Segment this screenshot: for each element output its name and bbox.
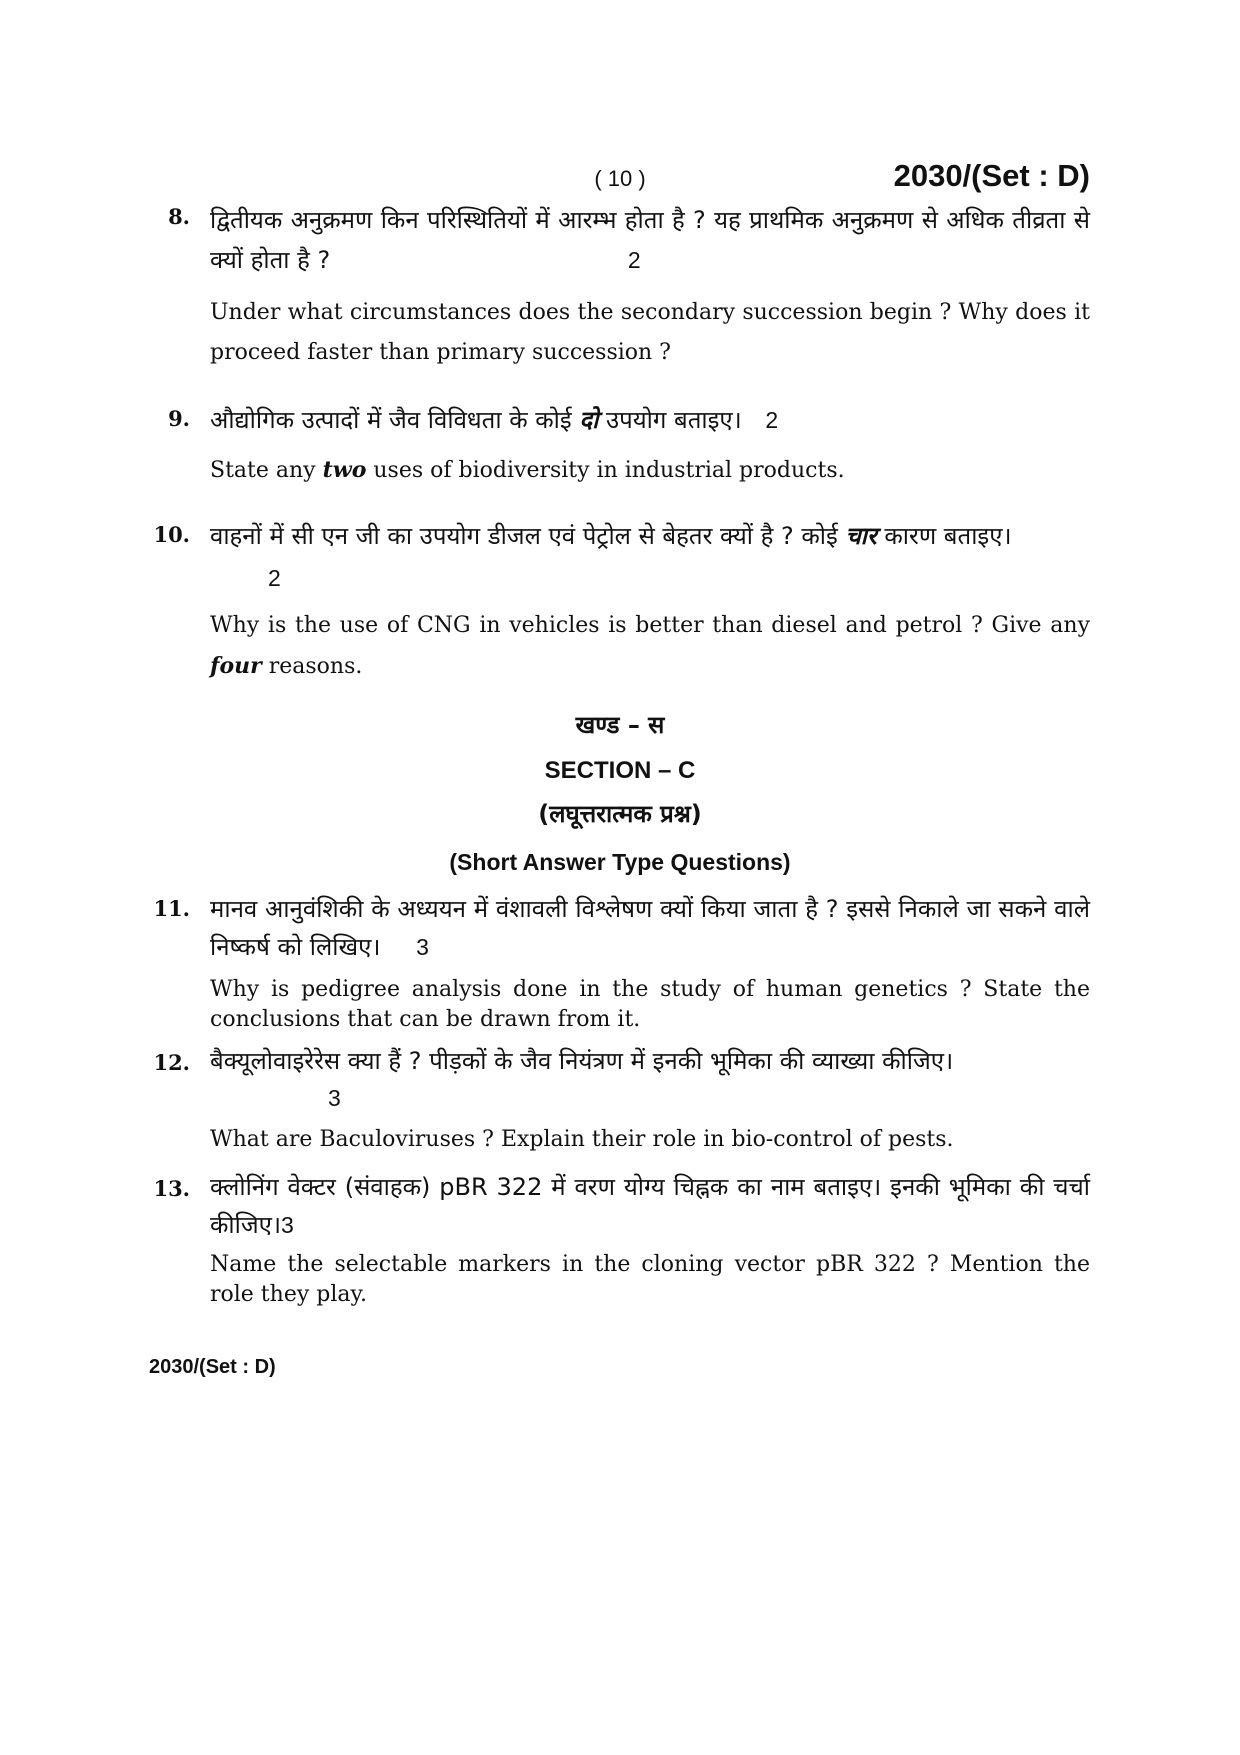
question-number: 13.	[153, 1176, 190, 1201]
question-english-text: State any two uses of biodiversity in industrial products.	[210, 457, 845, 483]
question-number: 9.	[168, 406, 190, 431]
question-number: 12.	[153, 1050, 190, 1075]
question-hindi-text: वाहनों में सी एन जी का उपयोग डीजल एवं पेट्रोल से बेहतर क्यों है ? कोई चार कारण बताइए।	[210, 522, 1012, 550]
question-hindi-text: औद्योगिक उत्पादों में जैव विविधता के कोई दो उपयोग बताइए। 2	[210, 406, 779, 434]
question-hindi-text: मानव आनुवंशिकी के अध्ययन में वंशावली विश्लेषण क्यों किया जाता है ? इससे निकाले जा सकने वाले निष्कर्ष को लिखिए। 3	[210, 895, 1090, 961]
question-hindi-text: द्वितीयक अनुक्रमण किन परिस्थितियों में आरम्भ होता है ? यह प्राथमिक अनुक्रमण से अधिक तीव्रता से क्यों होता है ? 2	[210, 200, 1090, 280]
question-english-text: Under what circumstances does the secondary succession begin ? Why does it proceed faster than primary succession ?	[210, 300, 1090, 365]
page-number: ( 10 )	[594, 166, 646, 191]
question-hindi-text: बैक्यूलोवाइरेरेस क्या हैं ? पीड़कों के जैव नियंत्रण में इनकी भूमिका की व्याख्या कीजिए।	[210, 1047, 954, 1075]
question-marks: 3	[416, 934, 429, 960]
question-marks: 2	[268, 565, 281, 591]
question-marks: 3	[281, 1212, 294, 1238]
question-english-text: What are Baculoviruses ? Explain their role in bio-control of pests.	[210, 1127, 954, 1152]
paper-code-footer: 2030/(Set : D)	[149, 1356, 276, 1378]
question-number: 10.	[153, 522, 190, 547]
question-number: 8.	[168, 204, 190, 229]
question-english-text: Why is the use of CNG in vehicles is better than diesel and petrol ? Give any four reasons.	[210, 613, 1090, 679]
question-hindi-text: क्लोनिंग वेक्टर (संवाहक) pBR 322 में वरण योग्य चिह्नक का नाम बताइए। इनकी भूमिका की चर्चा कीजिए।3	[210, 1173, 1090, 1239]
section-english-subtitle: (Short Answer Type Questions)	[449, 849, 791, 875]
emphasis-word: दो	[579, 406, 599, 434]
question-english-text: Name the selectable markers in the cloning vector pBR 322 ? Mention the role they play.	[210, 1252, 1090, 1307]
section-hindi-subtitle: (लघूत्तरात्मक प्रश्न)	[538, 800, 702, 828]
section-english-title: SECTION – C	[544, 757, 696, 784]
question-marks: 2	[627, 247, 641, 273]
question-marks: 3	[328, 1085, 341, 1111]
emphasis-word: four	[210, 653, 262, 679]
emphasis-word: चार	[845, 522, 877, 550]
emphasis-word: two	[322, 457, 367, 483]
paper-code-header: 2030/(Set : D)	[893, 158, 1090, 193]
section-hindi-title: खण्ड – स	[575, 711, 665, 739]
question-english-text: Why is pedigree analysis done in the study of human genetics ? State the conclusions that can be drawn from it.	[210, 977, 1090, 1032]
question-marks: 2	[765, 407, 779, 433]
question-number: 11.	[153, 896, 190, 921]
